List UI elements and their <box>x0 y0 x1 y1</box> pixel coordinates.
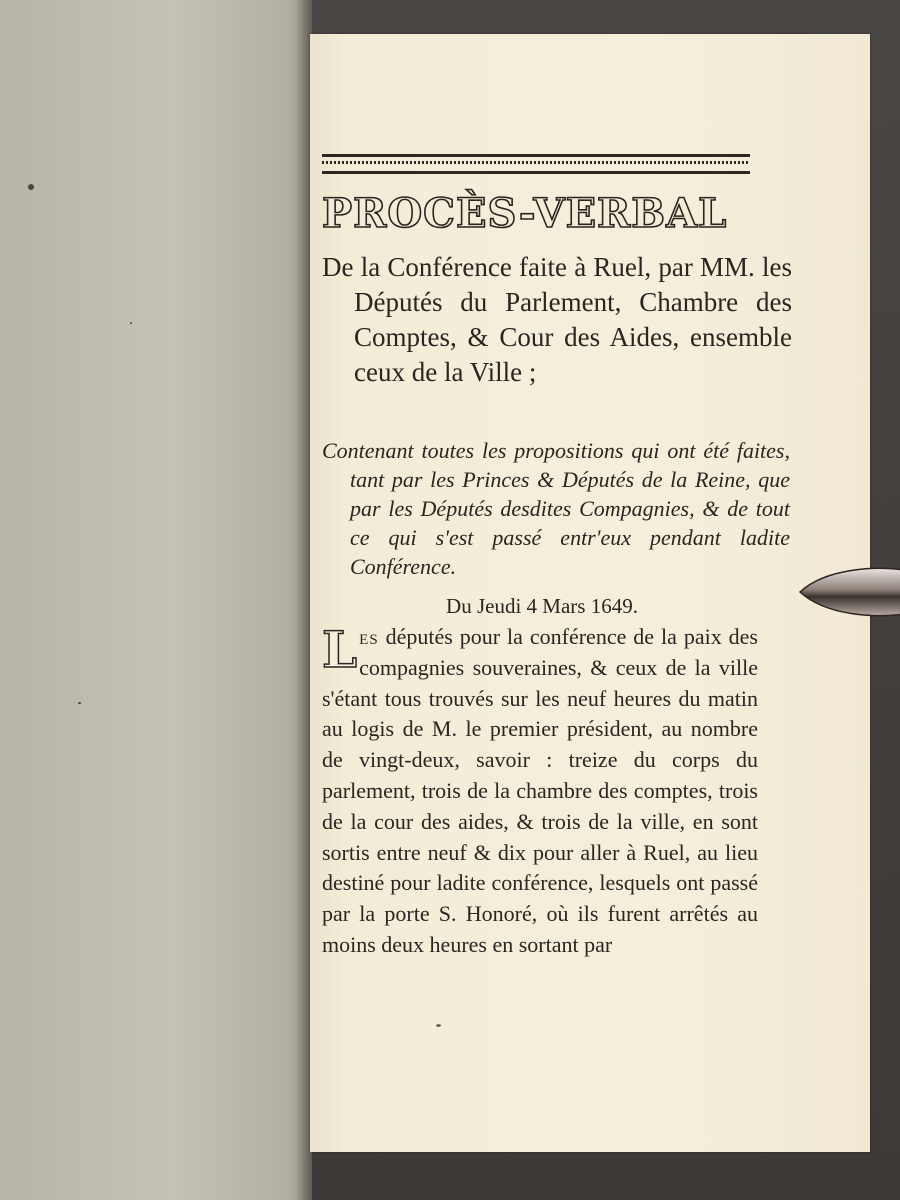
ornamental-rule <box>322 154 750 174</box>
paper-speck <box>130 322 132 324</box>
drop-cap: L <box>322 620 358 679</box>
facing-page <box>0 0 312 1200</box>
body-paragraph: députés pour la conférence de la paix des compagnies souveraines, & ceux de la ville s'étant tous trouvés sur les neuf heures du matin au logis de M. le premier président, au nombre de vingt-deux, savoir : treize du corps du parlement, trois de la chambre des comptes, trois de la cour des aides, & trois de la ville, en sont sortis entre neuf & dix pour aller à Ruel, au lieu destiné pour ladite conférence, lesquels ont passé par la porte S. Honoré, où ils furent arrêtés au moins deux heures en sortant par <box>322 624 758 957</box>
document-title: PROCÈS-VERBAL <box>322 190 728 237</box>
lead-word: es <box>359 624 379 649</box>
paper-speck <box>28 184 34 190</box>
paper-speck <box>78 702 81 704</box>
metal-clip-icon <box>796 562 900 622</box>
paper-speck <box>436 1024 441 1027</box>
document-summary: Contenant toutes les propositions qui ont été faites, tant par les Princes & Députés de la Reine, que par les Députés desdites Compagnies, & de tout ce qui s'est passé entr'eux pendant ladite Conférence. <box>322 438 790 579</box>
date-line: Du Jeudi 4 Mars 1649. <box>446 594 638 618</box>
body-text <box>322 622 758 961</box>
document-subtitle: De la Conférence faite à Ruel, par MM. les Députés du Parlement, Chambre des Comptes, & Cour des Aides, ensemble ceux de la Ville ; <box>322 252 792 387</box>
